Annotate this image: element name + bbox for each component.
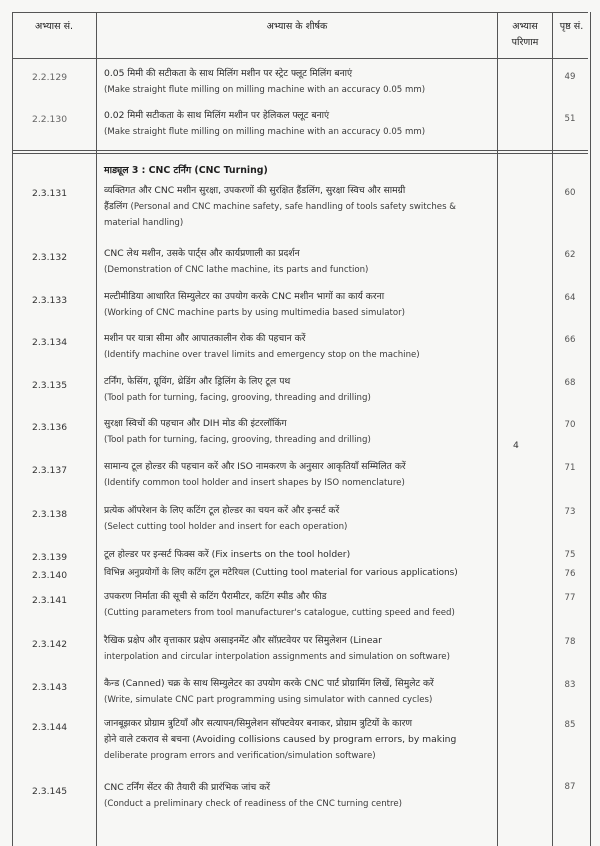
exercise-title: टर्निंग, फेसिंग, ग्रूविंग, थ्रेडिंग और ड्रिलिंग के लिए टूल पथ (Tool path for turning, facing, grooving, threading and drilling) [104, 376, 371, 403]
exercise-number: 2.3.142 [32, 639, 68, 650]
exercise-number: 2.2.129 [32, 72, 68, 83]
page-number: 77 [564, 593, 576, 603]
exercise-number: 2.3.144 [32, 722, 68, 733]
table-border-right [590, 12, 591, 846]
header-exercise-no: अभ्यास सं. [34, 21, 74, 32]
exercise-title: उपकरण निर्माता की सूची से कटिंग पैरामीटर, कटिंग स्पीड और फीड (Cutting parameters from tool manufacturer's catalogue, cutting speed and feed) [104, 591, 455, 618]
page-number: 78 [564, 637, 576, 647]
exercise-number: 2.3.132 [32, 252, 68, 263]
exercise-number: 2.3.143 [32, 682, 68, 693]
exercise-title: CNC लेथ मशीन, उसके पार्ट्स और कार्यप्रणाली का प्रदर्शन (Demonstration of CNC lathe machine, its parts and function) [104, 248, 369, 275]
exercise-title: कैन्ड (Canned) चक्र के साथ सिम्युलेटर का उपयोग करके CNC पार्ट प्रोग्रामिंग लिखें, सिमुलेट करें (Write, simulate CNC part programming using simulator with canned cycles) [104, 678, 434, 705]
page-number: 51 [564, 114, 576, 124]
page-number: 64 [564, 293, 576, 303]
page-number: 83 [564, 680, 576, 690]
exercise-title: टूल होल्डर पर इन्सर्ट फिक्स करें (Fix inserts on the tool holder) [104, 549, 351, 560]
exercise-title: 0.02 मिमी सटीकता के साथ मिलिंग मशीन पर हेलिकल फ्लूट बनाएं (Make straight flute milling on milling machine with an accuracy 0.05 mm) [104, 110, 426, 137]
page-number: 60 [564, 188, 576, 198]
column-divider-2 [497, 12, 498, 846]
exercise-number: 2.3.136 [32, 422, 68, 433]
header-outcome-line2: परिणाम [511, 37, 539, 48]
exercise-title: विभिन्न अनुप्रयोगों के लिए कटिंग टूल मटेरियल (Cutting tool material for various applications) [104, 568, 458, 578]
header-divider [12, 58, 588, 59]
exercise-title: CNC टर्निंग सेंटर की तैयारी की प्रारंभिक जांच करें (Conduct a preliminary check of readiness of the CNC turning centre) [104, 782, 403, 809]
exercise-number: 2.3.138 [32, 509, 68, 520]
exercise-number: 2.2.130 [32, 114, 68, 125]
exercise-number: 2.3.139 [32, 552, 68, 563]
section-divider-2 [12, 153, 588, 154]
exercise-title: 0.05 मिमी की सटीकता के साथ मिलिंग मशीन पर स्ट्रेट फ्लूट मिलिंग बनाएं (Make straight flute milling on milling machine with an accuracy 0.05 mm) [104, 68, 426, 95]
exercise-title: प्रत्येक ऑपरेशन के लिए कटिंग टूल होल्डर का चयन करें और इन्सर्ट करें (Select cutting tool holder and insert for each operation) [104, 505, 348, 532]
header-outcome-line1: अभ्यास [512, 21, 538, 32]
exercise-number: 2.3.141 [32, 595, 68, 606]
header-exercise-title: अभ्यास के शीर्षक [266, 21, 328, 32]
page-number: 70 [564, 420, 576, 430]
exercise-number: 2.3.131 [32, 188, 68, 199]
exercise-number: 2.3.135 [32, 380, 68, 391]
exercise-number: 2.3.137 [32, 465, 68, 476]
column-divider-1 [96, 12, 97, 846]
module-heading: माड्यूल 3 : CNC टर्निंग (CNC Turning) [104, 165, 268, 176]
header-page-no: पृष्ठ सं. [559, 21, 584, 32]
exercise-number: 2.3.134 [32, 337, 68, 348]
exercise-title: मल्टीमीडिया आधारित सिम्युलेटर का उपयोग करके CNC मशीन भागों का कार्य करना (Working of CNC machine parts by using multimedia based simulator) [104, 291, 406, 318]
page-number: 75 [564, 550, 576, 560]
exercise-title: सामान्य टूल होल्डर की पहचान करें और ISO नामकरण के अनुसार आकृतियाँ सम्मिलित करें (Identify common tool holder and insert shapes by ISO nomenclature) [104, 461, 406, 488]
page-number: 66 [564, 335, 576, 345]
page-number: 49 [564, 72, 576, 82]
page-number: 68 [564, 378, 576, 388]
exercise-title: व्यक्तिगत और CNC मशीन सुरक्षा, उपकरणों की सुरक्षित हैंडलिंग, सुरक्षा स्विच और सामग्री हैंडलिंग (Personal and CNC machine safety, safe handling of tools safety switches & material handling) [104, 185, 456, 228]
page-number: 73 [564, 507, 576, 517]
exercise-number: 2.3.145 [32, 786, 68, 797]
section-divider [12, 150, 588, 151]
page-number: 85 [564, 720, 576, 730]
exercise-title: जानबूझकर प्रोग्राम त्रुटियाँ और सत्यापन/सिमुलेशन सॉफ्टवेयर बनाकर, प्रोग्राम त्रुटियों के कारण होने वाले टकराव से बचना (Avoiding collisions caused by program errors, by making deliberate program errors and verification/simulation software) [104, 718, 457, 761]
table-border-left [12, 12, 13, 846]
page-number: 76 [564, 569, 576, 579]
exercise-number: 2.3.133 [32, 295, 68, 306]
exercise-title: रैखिक प्रक्षेप और वृत्ताकार प्रक्षेप असाइनमेंट और सॉफ़्टवेयर पर सिमुलेशन (Linear interpolation and circular interpolation assignments and simulation on software) [104, 635, 450, 662]
table-border-top [12, 12, 588, 13]
column-divider-3 [552, 12, 553, 846]
page-number: 71 [564, 463, 576, 473]
page-number: 62 [564, 250, 576, 260]
exercise-title: सुरक्षा स्विचों की पहचान और DIH मोड की इंटरलॉकिंग (Tool path for turning, facing, grooving, threading and drilling) [104, 418, 371, 445]
exercise-title: मशीन पर यात्रा सीमा और आपातकालीन रोक की पहचान करें (Identify machine over travel limits and emergency stop on the machine) [104, 333, 420, 360]
learning-outcome-value: 4 [513, 440, 519, 451]
exercise-number: 2.3.140 [32, 570, 68, 581]
page-number: 87 [564, 782, 576, 792]
